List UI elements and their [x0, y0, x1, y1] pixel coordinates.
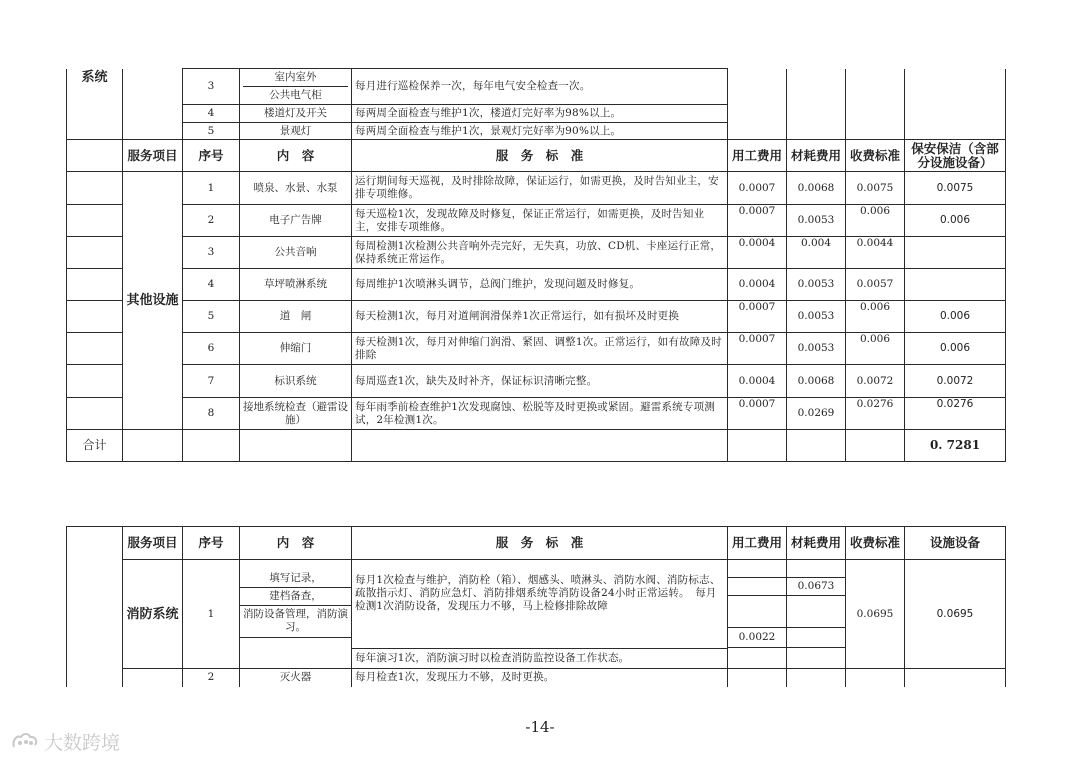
table-row: 每年演习1次，消防演习时以检查消防监控设备工作状态。: [67, 649, 1006, 669]
header-fee-standard: 收费标准: [846, 140, 905, 172]
total-row: [67, 430, 1006, 462]
service-fee-table-2: [66, 526, 1006, 687]
table-row: 6 伸缩门 每天检测1次，每月对伸缩门润滑、紧固、调整1次。正常运行，如有故障及时排除 0.0007 0.0053 0.006 0.006: [67, 333, 1006, 365]
header-content: 内 容: [240, 140, 352, 172]
table-row: 2 电子广告牌 每天巡检1次，发现故障及时修复，保证正常运行，如需更换，及时告知业主，安排专项维修。 0.0007 0.0053 0.006 0.006: [67, 205, 1006, 237]
table-row: 消防系统 1 填写记录， 建档备查， 消防设备管理，消防演习。 每月1次检查与维护，消防栓（箱）、烟感头、喷淋头、消防水阀、消防标志、疏散指示灯、消防应急灯、消防排烟系统等消防设备24小时正常运转。 每月检测1次消防设备，发现压力不够，马上检修排除故障 0.0022 0.0673 0.0695 0.0695: [67, 560, 1006, 649]
content-cell: 室内室外 公共电气柜: [240, 69, 352, 105]
watermark: [10, 728, 120, 755]
table-header: [67, 140, 1006, 172]
header-service-item: 服务项目: [123, 140, 183, 172]
table-row: 4 楼道灯及开关 每两周全面检查与维护1次，楼道灯完好率为98%以上。: [67, 105, 1006, 123]
header-material: 材耗费用: [787, 140, 846, 172]
header-standard: 服 务 标 准: [352, 140, 728, 172]
table-row: 5 道 闸 每天检测1次，每月对道闸润滑保养1次正常运行，如有损坏及时更换 0.0007 0.0053 0.006 0.006: [67, 301, 1006, 333]
watermark-logo-icon: [10, 731, 40, 753]
category-fire-system: 消防系统: [123, 560, 183, 669]
header-last: 保安保洁（含部分设施设备）: [905, 140, 1006, 172]
header-labor: 用工费用: [728, 140, 787, 172]
table-row: 7 标识系统 每周巡查1次，缺失及时补齐，保证标识清晰完整。 0.0004 0.0068 0.0072 0.0072: [67, 365, 1006, 398]
total-label: 合计: [67, 430, 123, 462]
watermark-text: 大数跨境: [44, 732, 121, 754]
table-row: 8 接地系统检查（避雷设施） 每年雨季前检查维护1次发现腐蚀、松脱等及时更换或紧固。避雷系统专项测试，2年检测1次。 0.0007 0.0269 0.0276 0.0276: [67, 398, 1006, 430]
table-row: 2 灭火器 每月检查1次，发现压力不够，及时更换。: [67, 669, 1006, 687]
total-value: 0. 7281: [905, 430, 1006, 462]
table-row: 4 草坪喷淋系统 每周维护1次喷淋头调节，总阀门维护，发现问题及时修复。 0.0004 0.0053 0.0057: [67, 269, 1006, 301]
seq-cell: 3: [183, 69, 240, 105]
table-header: 服务项目 序号 内 容 服 务 标 准 用工费用 材耗费用 收费标准 设施设备: [67, 527, 1006, 560]
service-fee-table-1: [66, 68, 1006, 462]
table-row: [67, 69, 1006, 105]
category-other-facilities: 其他设施: [123, 172, 183, 430]
page-number: -14-: [525, 718, 555, 736]
table-row: 3 公共音响 每周检测1次检测公共音响外壳完好，无失真，功放、CD机、卡座运行正常，保持系统正常运作。 0.0004 0.004 0.0044: [67, 237, 1006, 269]
standard-cell: 每月进行巡检保养一次，每年电气安全检查一次。: [352, 69, 728, 105]
category-cell: 系统: [67, 69, 123, 140]
table-row: 其他设施 1 喷泉、水景、水泵 运行期间每天巡视，及时排除故障，保证运行，如需更换，及时告知业主，安排专项维修。 0.0007 0.0068 0.0075 0.0075: [67, 172, 1006, 205]
table-row: 5 景观灯 每两周全面检查与维护1次，景观灯完好率为90%以上。: [67, 123, 1006, 140]
header-seq: 序号: [183, 140, 240, 172]
